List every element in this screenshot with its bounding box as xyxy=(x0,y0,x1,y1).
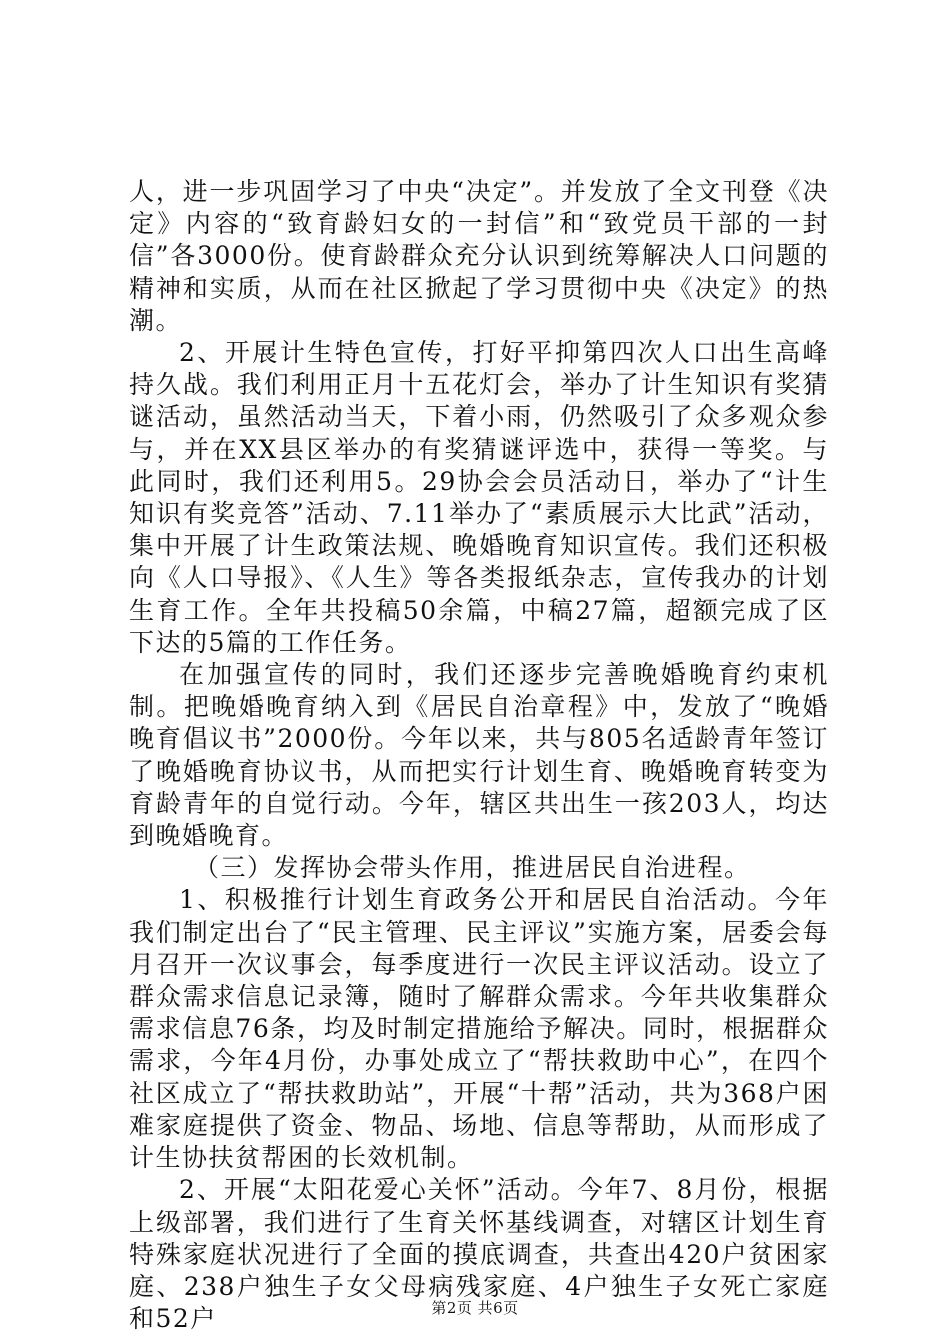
section-heading-three: （三）发挥协会带头作用，推进居民自治进程。 xyxy=(194,853,751,883)
paragraph-continuation: 人，进一步巩固学习了中央“决定”。并发放了全文刊登《决定》内容的“致育龄妇女的一封信”和“致党员干部的一封信”各3000份。使育龄群众充分认识到统筹解决人口问题的精神和实质，从而在社区掀起了学习贯彻中央《决定》的热潮。 xyxy=(129,177,829,335)
paragraph-sunflower-care: 2、开展“太阳花爱心关怀”活动。今年7、8月份，根据上级部署，我们进行了生育关怀基线调查，对辖区计划生育特殊家庭状况进行了全面的摸底调查，共查出420户贫困家庭、238户独生子女父母病残家庭、4户独生子女死亡家庭和52户 xyxy=(129,1175,829,1334)
paragraph-publicity: 2、开展计生特色宣传，打好平抑第四次人口出生高峰持久战。我们利用正月十五花灯会，举办了计生知识有奖猜谜活动，虽然活动当天，下着小雨，仍然吸引了众多观众参与，并在XX县区举办的有奖猜谜评选中，获得一等奖。与此同时，我们还利用5。29协会会员活动日，举办了“计生知识有奖竞答”活动、7.11举办了“素质展示大比武”活动，集中开展了计生政策法规、晚婚晚育知识宣传。我们还积极向《人口导报》、《人生》等各类报纸杂志，宣传我办的计划生育工作。全年共投稿50余篇，中稿27篇，超额完成了区下达的5篇的工作任务。 xyxy=(129,338,829,657)
page-number-footer: 第2页 共6页 xyxy=(431,1299,519,1317)
paragraph-late-marriage: 在加强宣传的同时，我们还逐步完善晚婚晚育约束机制。把晚婚晚育纳入到《居民自治章程》中，发放了“晚婚晚育倡议书”2000份。今年以来，共与805名适龄青年签订了晚婚晚育协议书，从而把实行计划生育、晚婚晚育转变为育龄青年的自觉行动。今年，辖区共出生一孩203人，均达到晚婚晚育。 xyxy=(129,660,829,851)
document-body xyxy=(129,176,829,1335)
paragraph-self-governance: 1、积极推行计划生育政务公开和居民自治活动。今年我们制定出台了“民主管理、民主评议”实施方案，居委会每月召开一次议事会，每季度进行一次民主评议活动。设立了群众需求信息记录簿，随时了解群众需求。今年共收集群众需求信息76条，均及时制定措施给予解决。同时，根据群众需求，今年4月份，办事处成立了“帮扶救助中心”，在四个社区成立了“帮扶救助站”，开展“十帮”活动，共为368户困难家庭提供了资金、物品、场地、信息等帮助，从而形成了计生协扶贫帮困的长效机制。 xyxy=(129,885,829,1173)
